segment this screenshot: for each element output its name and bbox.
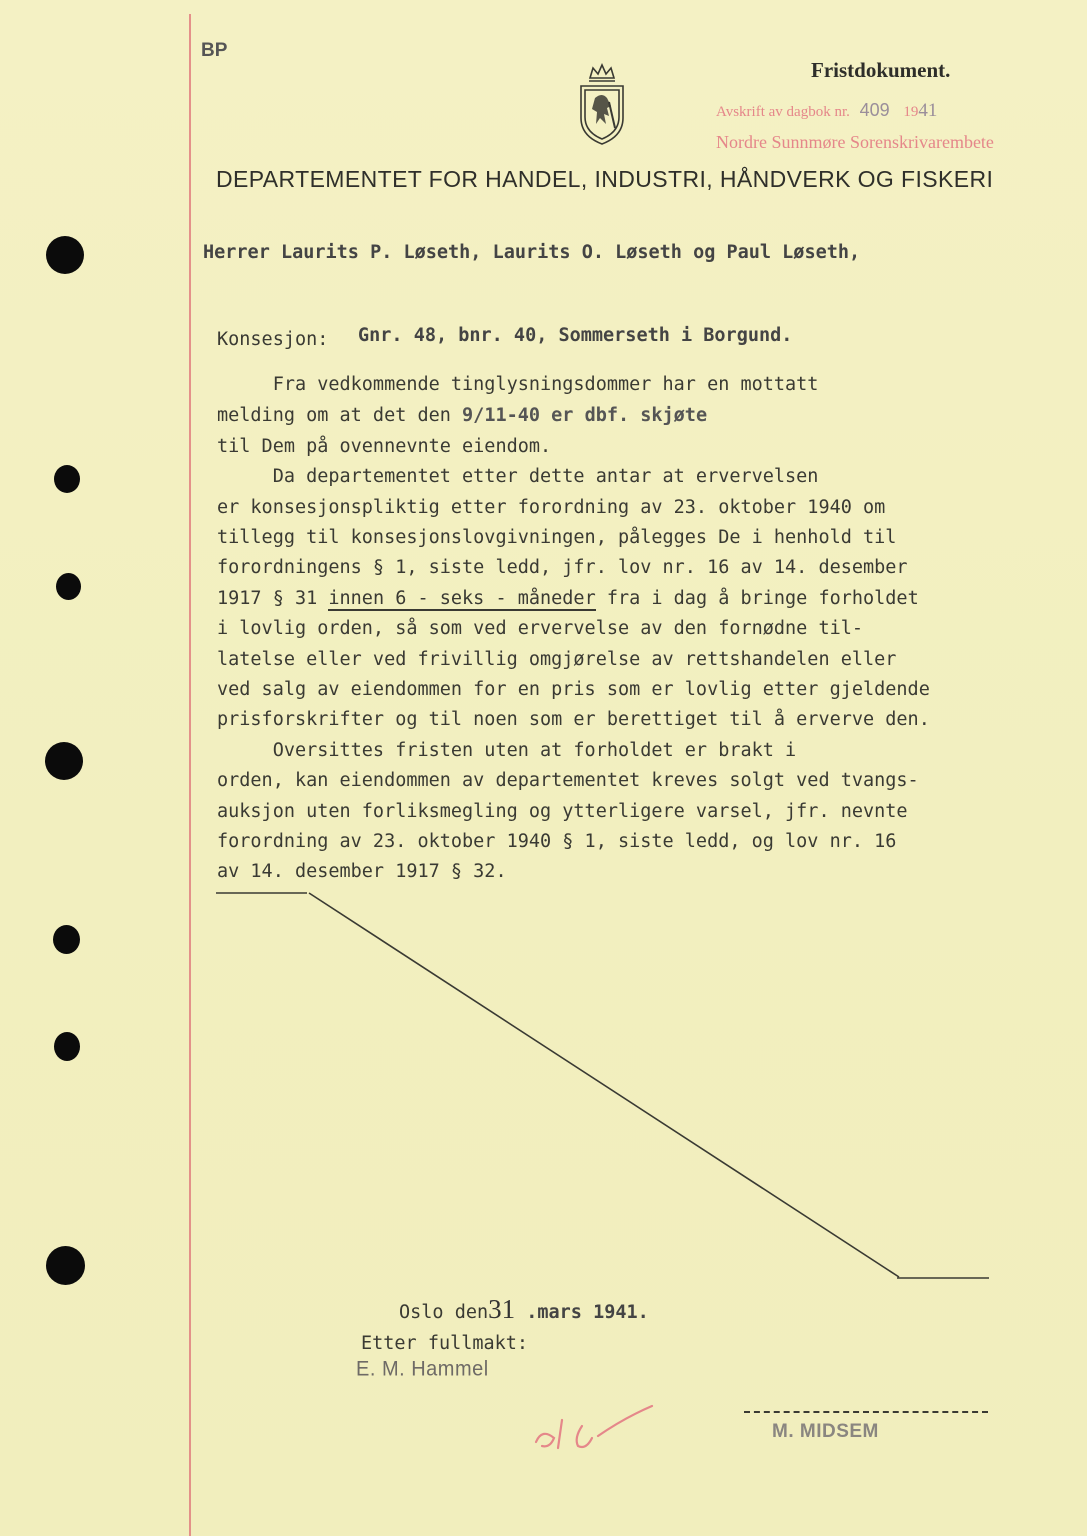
- document-type-title: Fristdokument.: [811, 58, 951, 82]
- body-line-text: melding om at det den: [217, 405, 463, 426]
- body-line: til Dem på ovennevnte eiendom.: [217, 436, 552, 457]
- department-heading: DEPARTEMENTET FOR HANDEL, INDUSTRI, HÅNDVERK OG FISKERI: [216, 166, 994, 192]
- body-line: tillegg til konsesjonslovgivningen, pålegges De i henhold til: [217, 527, 897, 548]
- journal-stamp-prefix: Avskrift av dagbok nr.: [716, 104, 850, 120]
- body-line: Oversittes fristen uten at forholdet er brakt i: [217, 740, 797, 761]
- journal-year-suffix: 41: [918, 100, 938, 121]
- body-line: er konsesjonspliktig etter forordning av 23. oktober 1940 om: [217, 497, 886, 518]
- signature-dashed-line: [744, 1411, 988, 1413]
- body-line: av 14. desember 1917 § 32.: [217, 861, 507, 882]
- body-line: Da departementet etter dette antar at ervervelsen: [217, 466, 819, 487]
- body-line: orden, kan eiendommen av departementet kreves solgt ved tvangs-: [217, 770, 919, 791]
- handwritten-day: 31: [488, 1294, 516, 1324]
- body-line-text: 1917 § 31: [217, 588, 329, 609]
- body-line: ved salg av eiendommen for en pris som er lovlig etter gjeldende: [217, 679, 930, 700]
- filled-in-date: 9/11-40 er dbf. skjøte: [462, 405, 708, 426]
- office-stamp: Nordre Sunnmøre Sorenskrivarembete: [716, 132, 994, 152]
- deadline-underlined: innen 6 - seks - måneder: [328, 588, 596, 609]
- konsesjon-value: Gnr. 48, bnr. 40, Sommerseth i Borgund.: [358, 325, 793, 346]
- body-line-text: fra i dag å bringe forholdet: [595, 588, 919, 609]
- body-line: forordning av 23. oktober 1940 § 1, siste ledd, og lov nr. 16: [217, 831, 897, 852]
- recipient-line: Herrer Laurits P. Løseth, Laurits O. Løseth og Paul Løseth,: [203, 242, 861, 263]
- body-line: prisforskrifter og til noen som er berettiget til å erverve den.: [217, 709, 930, 730]
- journal-year-prefix: 19: [903, 104, 919, 120]
- konsesjon-label: Konsesjon:: [217, 329, 329, 350]
- signature-stamp: E. M. Hammel: [356, 1357, 489, 1381]
- journal-number: 409: [859, 100, 890, 120]
- authority-line: Etter fullmakt:: [361, 1333, 529, 1354]
- body-line: forordningens § 1, siste ledd, jfr. lov nr. 16 av 14. desember: [217, 557, 908, 578]
- body-line: i lovlig orden, så som ved ervervelse av den fornødne til-: [217, 618, 864, 639]
- body-line: Fra vedkommende tinglysningsdommer har en mottatt: [217, 374, 819, 395]
- body-line: auksjon uten forliksmegling og ytterligere varsel, jfr. nevnte: [217, 801, 908, 822]
- document-code: BP: [201, 40, 228, 61]
- date-text: .mars 1941.: [515, 1302, 649, 1323]
- signature-scribble-icon: [528, 1398, 668, 1462]
- place-text: Oslo den: [399, 1302, 489, 1323]
- official-name-stamp: M. MIDSEM: [772, 1421, 879, 1442]
- place-date-line: [399, 1294, 649, 1325]
- body-line: latelse eller ved frivillig omgjørelse av rettshandelen eller: [217, 649, 897, 670]
